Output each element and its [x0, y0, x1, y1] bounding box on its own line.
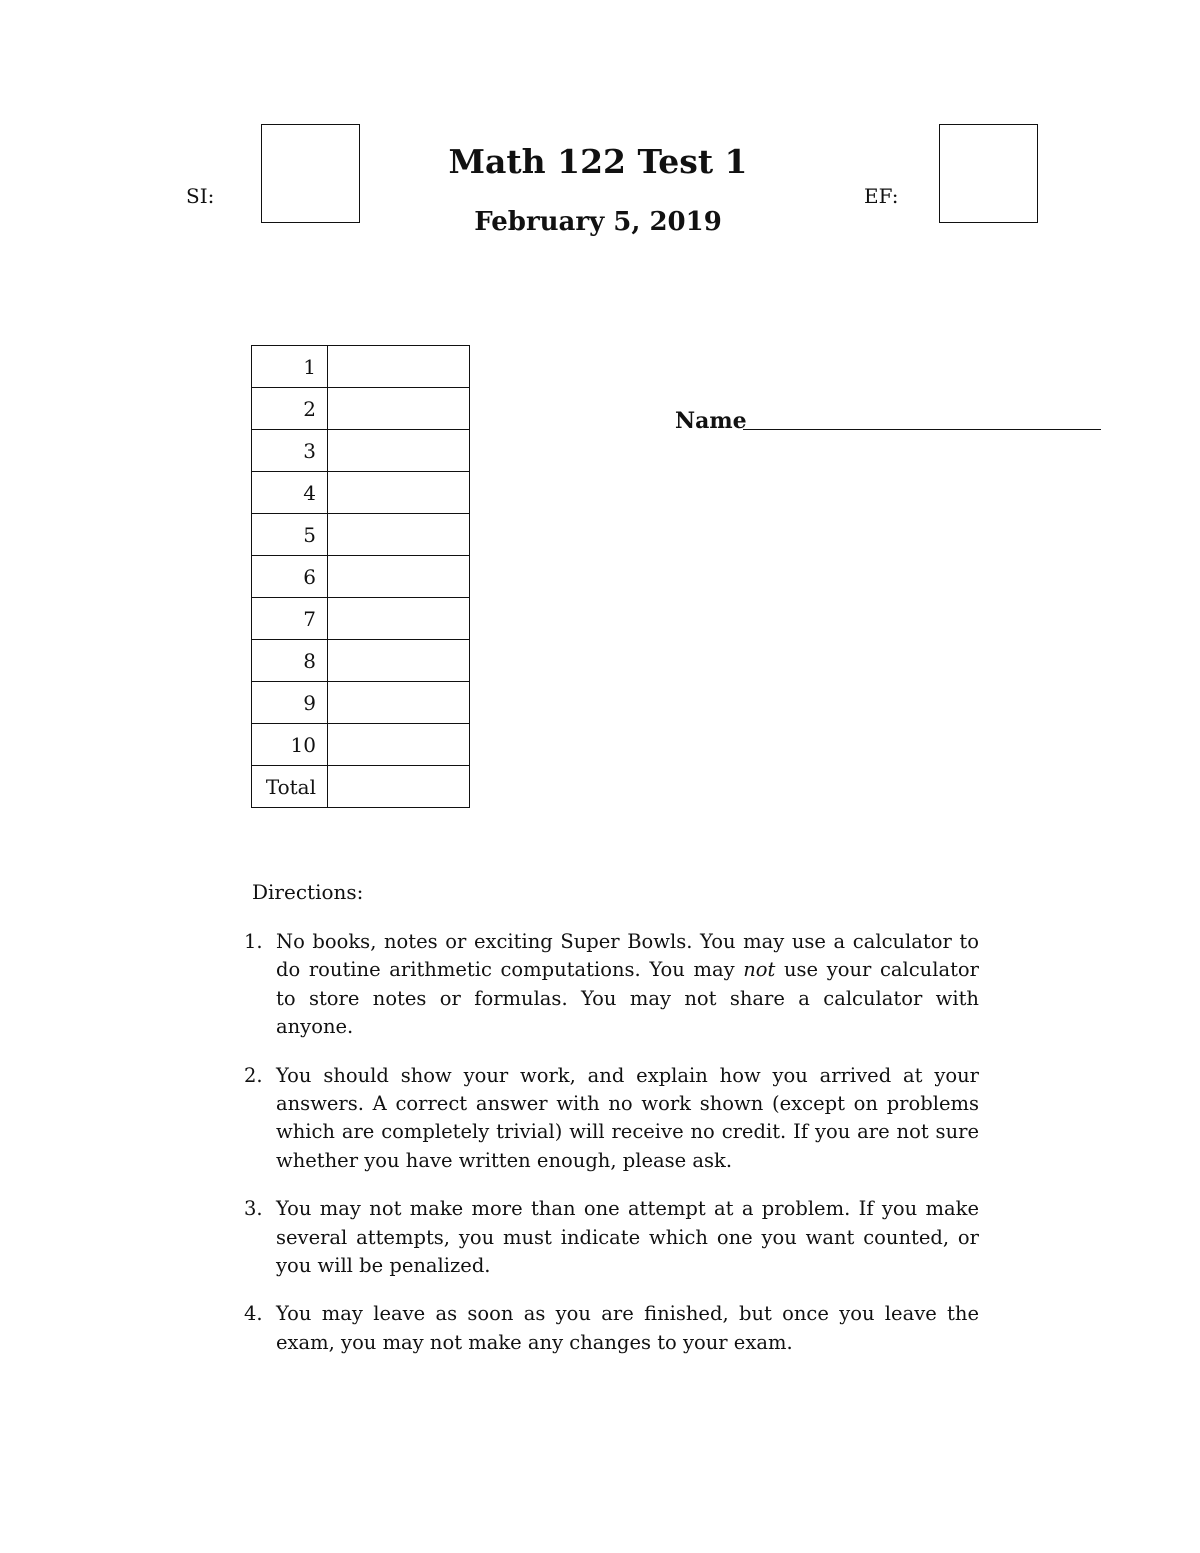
direction-text: You may not make more than one attempt at a problem. If you make several attempts, you must indicate which one you want counted, or you will be penalized. [276, 1197, 979, 1278]
directions-list [242, 928, 979, 1377]
table-row [252, 346, 470, 388]
si-box [261, 124, 360, 223]
problem-number: 4 [252, 472, 328, 514]
direction-item [242, 1300, 979, 1357]
direction-item [242, 1062, 979, 1176]
table-row [252, 640, 470, 682]
table-row [252, 430, 470, 472]
score-cell [328, 472, 470, 514]
problem-number: 9 [252, 682, 328, 724]
direction-item [242, 928, 979, 1042]
si-label: SI: [186, 184, 215, 208]
direction-emphasis: not [743, 958, 776, 982]
problem-number: 10 [252, 724, 328, 766]
direction-number: 1. [244, 930, 263, 953]
score-cell [328, 682, 470, 724]
ef-label: EF: [864, 184, 899, 208]
problem-number: 8 [252, 640, 328, 682]
table-row [252, 472, 470, 514]
table-row [252, 598, 470, 640]
name-label: Name [675, 408, 747, 434]
total-label: Total [252, 766, 328, 808]
direction-number: 4. [244, 1302, 263, 1326]
direction-text: You should show your work, and explain how you arrived at your answers. A correct answer with no work shown (except on problems which are completely trivial) will receive no credit. If you are not sure whether you have written enough, please ask. [276, 1063, 979, 1172]
table-row [252, 388, 470, 430]
score-cell [328, 724, 470, 766]
table-row [252, 514, 470, 556]
problem-number: 7 [252, 598, 328, 640]
test-date: February 5, 2019 [474, 207, 722, 237]
problem-number: 6 [252, 556, 328, 598]
score-cell [328, 346, 470, 388]
score-cell [328, 598, 470, 640]
direction-item [242, 1195, 979, 1280]
score-cell [328, 556, 470, 598]
table-row-total [252, 766, 470, 808]
score-cell [328, 514, 470, 556]
direction-text: You may leave as soon as you are finished, but once you leave the exam, you may not make any changes to your exam. [276, 1302, 979, 1354]
name-line [743, 429, 1101, 430]
score-cell [328, 430, 470, 472]
total-score-cell [328, 766, 470, 808]
direction-number: 2. [244, 1063, 263, 1087]
directions-heading: Directions: [252, 880, 364, 904]
direction-number: 3. [244, 1197, 263, 1221]
table-row [252, 682, 470, 724]
direction-text: use your calculator to store notes or formulas. You may not share a calculator with anyone. [276, 958, 979, 1039]
problem-number: 5 [252, 514, 328, 556]
direction-text: No books, notes or exciting Super Bowls. You may use a calculator to do routine arithmetic computations. You may [276, 930, 979, 982]
score-cell [328, 640, 470, 682]
score-cell [328, 388, 470, 430]
problem-number: 2 [252, 388, 328, 430]
problem-number: 3 [252, 430, 328, 472]
ef-box [939, 124, 1038, 223]
score-table [251, 345, 470, 808]
test-title: Math 122 Test 1 [448, 142, 748, 181]
table-row [252, 556, 470, 598]
table-row [252, 724, 470, 766]
problem-number: 1 [252, 346, 328, 388]
